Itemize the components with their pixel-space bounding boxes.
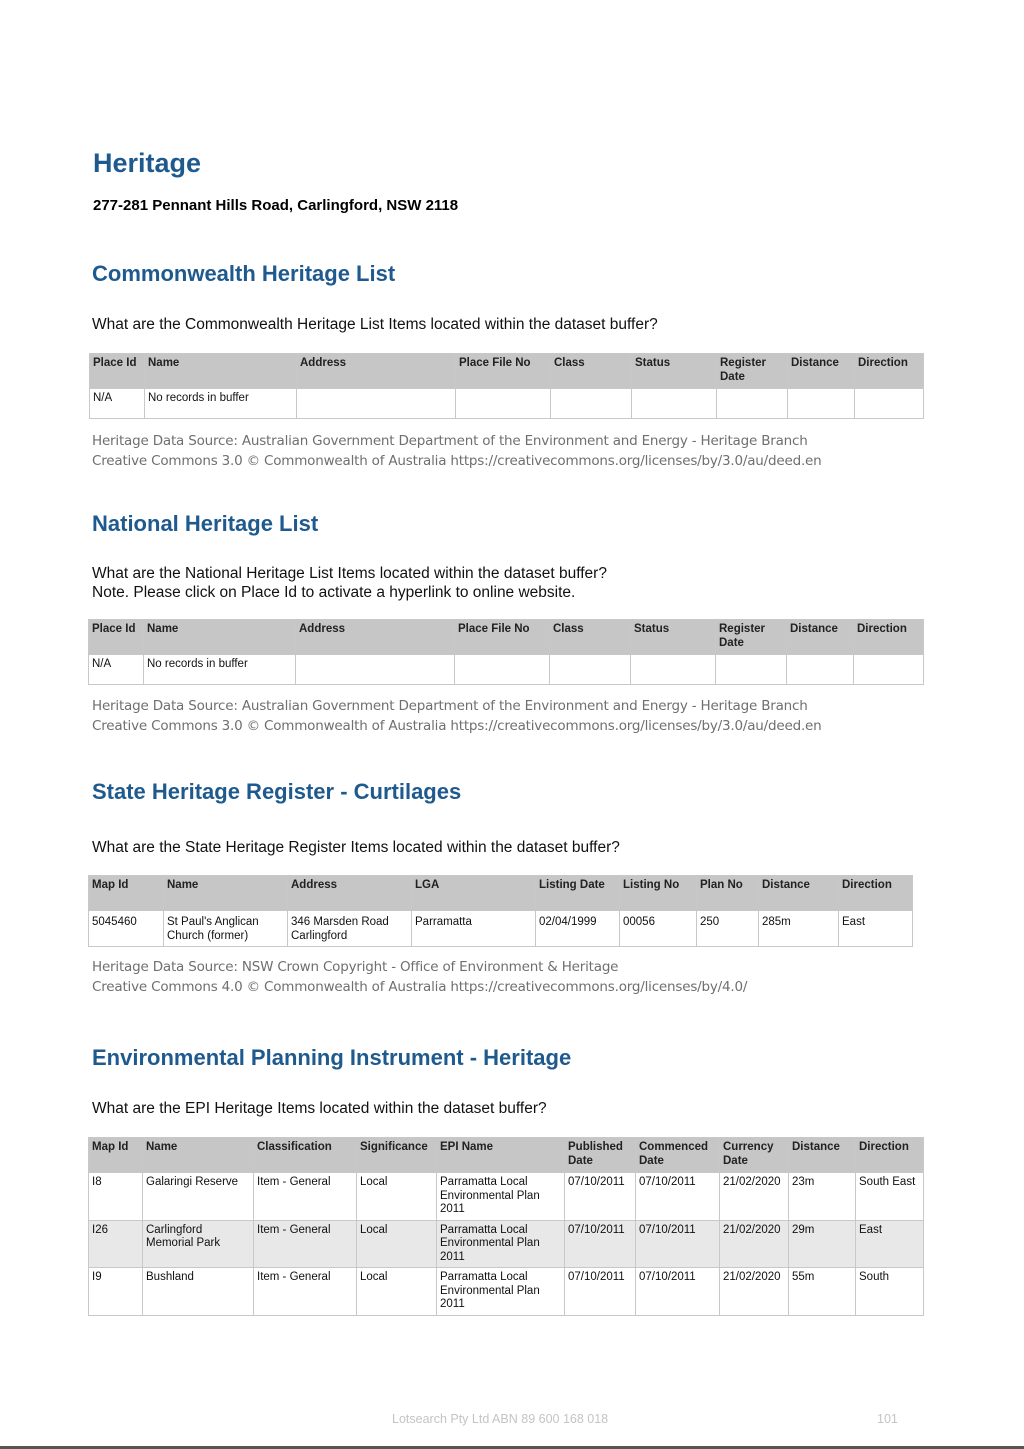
- state-source-line-2: Creative Commons 4.0 © Commonwealth of Australia https://creativecommons.org/licenses/by/4.0/: [92, 978, 748, 995]
- column-header-direction: Direction: [839, 876, 913, 911]
- table-cell: South East: [856, 1173, 924, 1221]
- table-cell: Parramatta Local Environmental Plan 2011: [437, 1220, 565, 1268]
- column-header-listing-date: Listing Date: [536, 876, 620, 911]
- epi-heritage-title: Environmental Planning Instrument - Heritage: [92, 1045, 572, 1070]
- column-header-significance: Significance: [357, 1138, 437, 1173]
- national-heritage-table: [88, 619, 924, 685]
- table-cell: I9: [89, 1268, 143, 1316]
- table-cell: [455, 655, 550, 685]
- footer-company: Lotsearch Pty Ltd ABN 89 600 168 018: [392, 1412, 609, 1426]
- table-cell: South: [856, 1268, 924, 1316]
- table-cell: [551, 389, 632, 419]
- column-header-map-id: Map Id: [89, 1138, 143, 1173]
- page-title: Heritage: [93, 148, 202, 178]
- table-cell: Galaringi Reserve: [143, 1173, 254, 1221]
- table-cell: 02/04/1999: [536, 911, 620, 947]
- column-header-distance: Distance: [759, 876, 839, 911]
- table-header-row: [89, 1138, 924, 1173]
- state-heritage-table: [88, 875, 913, 947]
- table-row: [89, 1268, 924, 1316]
- table-cell: No records in buffer: [145, 389, 297, 419]
- column-header-class: Class: [551, 354, 632, 389]
- table-cell: Bushland: [143, 1268, 254, 1316]
- column-header-register-date: Register Date: [717, 354, 788, 389]
- table-cell: 250: [697, 911, 759, 947]
- table-cell: No records in buffer: [144, 655, 296, 685]
- column-header-lga: LGA: [412, 876, 536, 911]
- table-cell: I26: [89, 1220, 143, 1268]
- column-header-name: Name: [144, 620, 296, 655]
- column-header-distance: Distance: [789, 1138, 856, 1173]
- table-cell: 21/02/2020: [720, 1173, 789, 1221]
- table-row: [90, 389, 924, 419]
- column-header-register-date: Register Date: [716, 620, 787, 655]
- column-header-status: Status: [632, 354, 717, 389]
- table-cell: 55m: [789, 1268, 856, 1316]
- epi-question: What are the EPI Heritage Items located within the dataset buffer?: [92, 1100, 547, 1117]
- table-cell: N/A: [89, 655, 144, 685]
- state-question: What are the State Heritage Register Items located within the dataset buffer?: [92, 839, 620, 856]
- table-cell: 00056: [620, 911, 697, 947]
- column-header-status: Status: [631, 620, 716, 655]
- table-cell: 23m: [789, 1173, 856, 1221]
- column-header-name: Name: [143, 1138, 254, 1173]
- national-heritage-title: National Heritage List: [92, 511, 319, 536]
- commonwealth-source: [92, 432, 822, 471]
- column-header-direction: Direction: [856, 1138, 924, 1173]
- commonwealth-question: What are the Commonwealth Heritage List Items located within the dataset buffer?: [92, 316, 658, 333]
- table-cell: [855, 389, 924, 419]
- column-header-published-date: Published Date: [565, 1138, 636, 1173]
- table-cell: Parramatta Local Environmental Plan 2011: [437, 1268, 565, 1316]
- table-cell: [631, 655, 716, 685]
- table-cell: 21/02/2020: [720, 1268, 789, 1316]
- table-cell: [788, 389, 855, 419]
- national-question: What are the National Heritage List Items located within the dataset buffer?: [92, 565, 607, 582]
- table-cell: St Paul's Anglican Church (former): [164, 911, 288, 947]
- column-header-epi-name: EPI Name: [437, 1138, 565, 1173]
- column-header-direction: Direction: [855, 354, 924, 389]
- table-cell: 07/10/2011: [565, 1173, 636, 1221]
- table-cell: Local: [357, 1173, 437, 1221]
- column-header-commenced-date: Commenced Date: [636, 1138, 720, 1173]
- column-header-classification: Classification: [254, 1138, 357, 1173]
- column-header-name: Name: [164, 876, 288, 911]
- column-header-address: Address: [296, 620, 455, 655]
- commonwealth-source-line-2: Creative Commons 3.0 © Commonwealth of Australia https://creativecommons.org/licenses/by/3.0/au/deed.en: [92, 452, 822, 469]
- table-cell: Local: [357, 1268, 437, 1316]
- commonwealth-heritage-title: Commonwealth Heritage List: [92, 261, 396, 286]
- footer-page-number: 101: [877, 1412, 898, 1426]
- table-cell: 07/10/2011: [636, 1220, 720, 1268]
- table-cell: 285m: [759, 911, 839, 947]
- table-row: [89, 1220, 924, 1268]
- column-header-place-id: Place Id: [90, 354, 145, 389]
- table-header-row: [89, 620, 924, 655]
- table-header-row: [89, 876, 913, 911]
- national-note: Note. Please click on Place Id to activate a hyperlink to online website.: [92, 584, 576, 601]
- table-header-row: [90, 354, 924, 389]
- state-source: [92, 958, 747, 997]
- column-header-distance: Distance: [787, 620, 854, 655]
- table-cell: 07/10/2011: [636, 1268, 720, 1316]
- column-header-place-id: Place Id: [89, 620, 144, 655]
- table-cell: [787, 655, 854, 685]
- table-cell: Parramatta Local Environmental Plan 2011: [437, 1173, 565, 1221]
- national-source: [92, 697, 822, 736]
- column-header-map-id: Map Id: [89, 876, 164, 911]
- table-cell: 07/10/2011: [565, 1220, 636, 1268]
- table-cell: 07/10/2011: [636, 1173, 720, 1221]
- table-cell: [632, 389, 717, 419]
- commonwealth-heritage-table: [89, 353, 924, 419]
- column-header-address: Address: [288, 876, 412, 911]
- table-cell: Local: [357, 1220, 437, 1268]
- table-cell: Item - General: [254, 1173, 357, 1221]
- table-cell: I8: [89, 1173, 143, 1221]
- table-row: [89, 911, 913, 947]
- site-address: 277-281 Pennant Hills Road, Carlingford, NSW 2118: [93, 197, 459, 214]
- national-source-line-2: Creative Commons 3.0 © Commonwealth of Australia https://creativecommons.org/licenses/by/3.0/au/deed.en: [92, 717, 822, 734]
- table-cell: [297, 389, 456, 419]
- state-source-line-1: Heritage Data Source: NSW Crown Copyright - Office of Environment & Heritage: [92, 959, 619, 975]
- column-header-direction: Direction: [854, 620, 924, 655]
- column-header-class: Class: [550, 620, 631, 655]
- table-cell: Carlingford Memorial Park: [143, 1220, 254, 1268]
- table-cell: Item - General: [254, 1268, 357, 1316]
- table-cell: [456, 389, 551, 419]
- table-cell: [296, 655, 455, 685]
- column-header-place-file-no: Place File No: [456, 354, 551, 389]
- table-cell: [717, 389, 788, 419]
- table-cell: N/A: [90, 389, 145, 419]
- epi-heritage-table: [88, 1137, 924, 1316]
- column-header-distance: Distance: [788, 354, 855, 389]
- table-cell: 07/10/2011: [565, 1268, 636, 1316]
- table-cell: [716, 655, 787, 685]
- table-cell: 5045460: [89, 911, 164, 947]
- table-row: [89, 655, 924, 685]
- column-header-listing-no: Listing No: [620, 876, 697, 911]
- table-cell: Item - General: [254, 1220, 357, 1268]
- column-header-name: Name: [145, 354, 297, 389]
- national-source-line-1: Heritage Data Source: Australian Government Department of the Environment and Energy - Heritage Branch: [92, 698, 808, 714]
- national-question-block: [92, 564, 607, 602]
- table-cell: 21/02/2020: [720, 1220, 789, 1268]
- table-cell: [854, 655, 924, 685]
- table-cell: 346 Marsden Road Carlingford: [288, 911, 412, 947]
- table-cell: East: [856, 1220, 924, 1268]
- commonwealth-source-line-1: Heritage Data Source: Australian Government Department of the Environment and Energy - Heritage Branch: [92, 433, 808, 449]
- column-header-place-file-no: Place File No: [455, 620, 550, 655]
- column-header-address: Address: [297, 354, 456, 389]
- table-cell: [550, 655, 631, 685]
- table-cell: East: [839, 911, 913, 947]
- column-header-currency-date: Currency Date: [720, 1138, 789, 1173]
- table-cell: 29m: [789, 1220, 856, 1268]
- table-cell: Parramatta: [412, 911, 536, 947]
- column-header-plan-no: Plan No: [697, 876, 759, 911]
- state-heritage-title: State Heritage Register - Curtilages: [92, 779, 462, 804]
- table-row: [89, 1173, 924, 1221]
